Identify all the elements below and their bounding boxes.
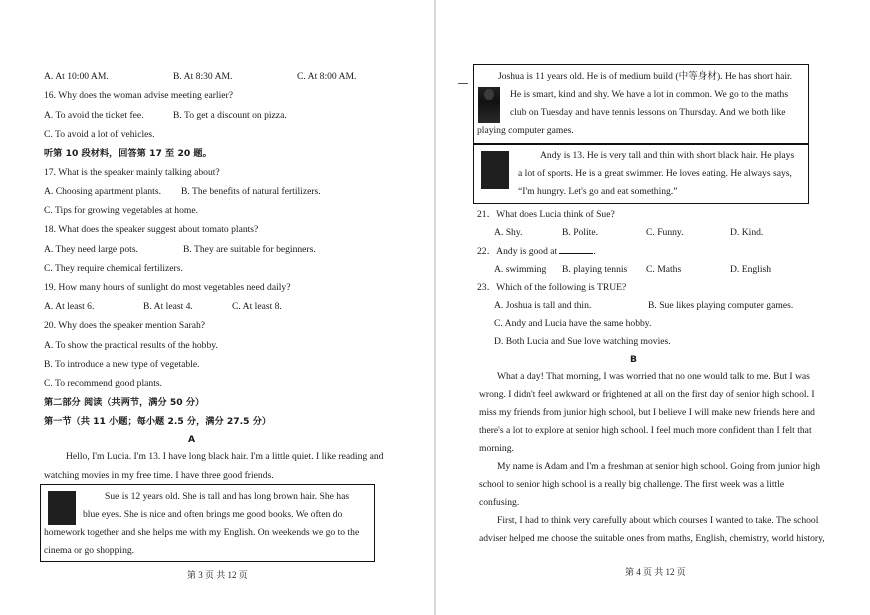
question-20: 20. Why does the speaker mention Sarah? [44, 320, 206, 331]
q17-option-b: B. The benefits of natural fertilizers. [181, 186, 321, 197]
q19-option-a: A. At least 6. [44, 301, 95, 312]
q18-option-b: B. They are suitable for beginners. [183, 244, 316, 255]
joshua-line-2: He is smart, kind and shy. We have a lot in common. We go to the maths [510, 89, 789, 100]
sue-line-3: homework together and she helps me with my English. On weekends we go to the [44, 527, 360, 538]
question-22 [477, 246, 596, 258]
joshua-profile-box [473, 64, 809, 144]
sue-profile-box [40, 484, 375, 562]
q15-option-a: A. At 10:00 AM. [44, 71, 109, 82]
q19-option-b: B. At least 4. [143, 301, 193, 312]
section-1-heading: 第一节（共 11 小题；每小题 2.5 分，满分 27.5 分） [44, 416, 272, 427]
passage-b-line-1: What a day! That morning, I was worried that no one would talk to me. But I was [497, 371, 810, 382]
q16-option-c: C. To avoid a lot of vehicles. [44, 129, 155, 140]
joshua-line-1: Joshua is 11 years old. He is of medium build (中等身材). He has short hair. [498, 71, 793, 82]
passage-b-line-9: First, I had to think very carefully about which courses I wanted to take. The school [497, 515, 819, 526]
q22-option-d: D. English [730, 264, 772, 275]
joshua-line-4: playing computer games. [477, 125, 574, 136]
passage-b-line-3: miss my friends from junior high school, but I believe I will make new friends here and [479, 407, 815, 418]
question-22-end: . [593, 246, 596, 257]
q21-option-a: A. Shy. [494, 227, 523, 238]
passage-b-line-4: there's a lot to explore at senior high school. I feel much more confident than I felt that [479, 425, 812, 436]
q23-option-c: C. Andy and Lucia have the same hobby. [494, 318, 652, 329]
andy-photo [481, 151, 509, 189]
q23-option-b: B. Sue likes playing computer games. [648, 300, 794, 311]
q22-option-c: C. Maths [646, 264, 682, 275]
q16-option-b: B. To get a discount on pizza. [173, 110, 287, 121]
part-2-heading: 第二部分 阅读（共两节，满分 50 分） [44, 397, 205, 408]
andy-profile-box [473, 144, 809, 204]
passage-a-title: A [188, 434, 196, 445]
q20-option-c: C. To recommend good plants. [44, 378, 162, 389]
andy-line-1: Andy is 13. He is very tall and thin with short black hair. He plays [540, 150, 795, 161]
q22-option-b: B. playing tennis [562, 264, 628, 275]
q16-option-a: A. To avoid the ticket fee. [44, 110, 144, 121]
q22-option-a: A. swimming [494, 264, 547, 275]
joshua-line-3: club on Tuesday and have tennis lessons on Thursday. And we both like [510, 107, 786, 118]
page-number-left: 第 3 页 共 12 页 [187, 570, 248, 580]
q18-option-c: C. They require chemical fertilizers. [44, 263, 183, 274]
intro-line-1: Hello, I'm Lucia. I'm 13. I have long black hair. I'm a little quiet. I like reading and [66, 451, 384, 462]
q15-option-b: B. At 8:30 AM. [173, 71, 233, 82]
passage-b-line-10: adviser helped me choose the suitable ones from maths, English, chemistry, world history, [479, 533, 825, 544]
question-22-text: 22．Andy is good at [477, 246, 558, 257]
q21-option-c: C. Funny. [646, 227, 684, 238]
right-page [435, 0, 870, 615]
intro-line-2: watching movies in my free time. I have three good friends. [44, 470, 274, 481]
q23-option-a: A. Joshua is tall and thin. [494, 300, 592, 311]
passage-b-line-5: morning. [479, 443, 514, 454]
sue-photo [48, 491, 76, 525]
andy-line-2: a lot of sports. He is a great swimmer. He loves eating. He always says, [518, 168, 792, 179]
q21-option-d: D. Kind. [730, 227, 764, 238]
question-18: 18. What does the speaker suggest about tomato plants? [44, 224, 259, 235]
q17-option-c: C. Tips for growing vegetables at home. [44, 205, 199, 216]
passage-b-line-8: confusing. [479, 497, 520, 508]
q20-option-b: B. To introduce a new type of vegetable. [44, 359, 200, 370]
section-10-heading: 听第 10 段材料，回答第 17 至 20 题。 [44, 148, 212, 159]
joshua-photo [478, 87, 500, 123]
sue-line-4: cinema or go shopping. [44, 545, 135, 556]
andy-line-3: “I'm hungry. Let's go and eat something.” [518, 186, 678, 197]
q20-option-a: A. To show the practical results of the hobby. [44, 340, 218, 351]
q19-option-c: C. At least 8. [232, 301, 282, 312]
q15-option-c: C. At 8:00 AM. [297, 71, 357, 82]
question-17: 17. What is the speaker mainly talking about? [44, 167, 220, 178]
page-number-right: 第 4 页 共 12 页 [625, 567, 686, 577]
passage-b-line-2: wrong. I didn't feel awkward or frightened at all on the first day of senior high school. I [479, 389, 815, 400]
question-16: 16. Why does the woman advise meeting earlier? [44, 90, 233, 101]
passage-b-line-7: school to senior high school is a really big challenge. The first week was a little [479, 479, 785, 490]
q21-option-b: B. Polite. [562, 227, 598, 238]
question-19: 19. How many hours of sunlight do most vegetables need daily? [44, 282, 291, 293]
q17-option-a: A. Choosing apartment plants. [44, 186, 161, 197]
sue-line-1: Sue is 12 years old. She is tall and has long brown hair. She has [105, 491, 350, 502]
q18-option-a: A. They need large pots. [44, 244, 138, 255]
q23-option-d: D. Both Lucia and Sue love watching movies. [494, 336, 671, 347]
passage-b-title: B [630, 354, 638, 365]
question-23: 23．Which of the following is TRUE? [477, 282, 627, 293]
answer-blank [559, 253, 593, 254]
sue-line-2: blue eyes. She is nice and often brings me good books. We often do [83, 509, 343, 520]
question-21: 21．What does Lucia think of Sue? [477, 209, 615, 220]
passage-b-line-6: My name is Adam and I'm a freshman at senior high school. Going from junior high [497, 461, 821, 472]
